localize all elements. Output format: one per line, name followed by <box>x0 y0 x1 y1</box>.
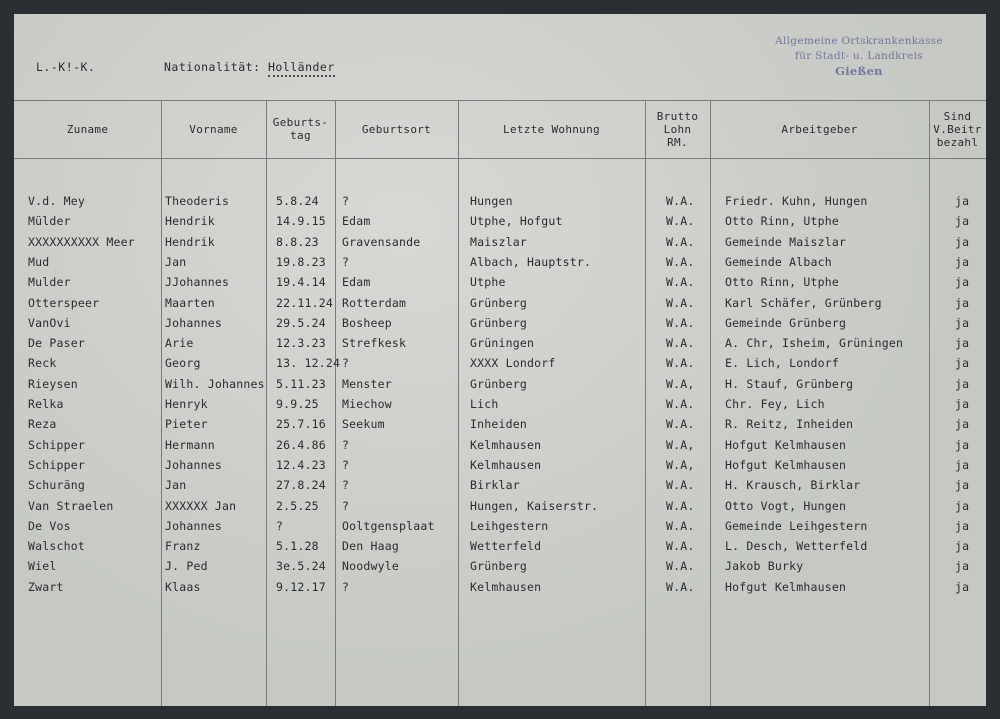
cell-gross-wage: W.A. <box>666 559 695 574</box>
cell-birthday: 25.7.16 <box>276 417 326 432</box>
cell-birthplace: Rotterdam <box>342 295 407 310</box>
cell-paid: ja <box>955 315 970 330</box>
cell-employer: Friedr. Kuhn, Hungen <box>725 194 868 208</box>
cell-birthday: 29.5.24 <box>276 315 326 330</box>
cell-firstname: Johannes <box>165 457 222 472</box>
col-header-birthplace: Geburtsort <box>361 122 432 136</box>
nationality-line <box>164 60 335 74</box>
cell-employer: Gemeinde Grünberg <box>725 315 847 330</box>
cell-residence: Birklar <box>470 478 520 493</box>
table-row <box>14 192 986 212</box>
cell-employer: E. Lich, Londorf <box>725 356 839 371</box>
cell-birthday: 22.11.24 <box>276 295 333 310</box>
cell-birthplace: Menster <box>342 376 392 391</box>
cell-surname: XXXXXXXXXX Meer <box>28 234 135 249</box>
cell-surname: Relka <box>28 397 64 411</box>
cell-residence: Hungen, Kaiserstr. <box>470 498 599 513</box>
nationality-value: Holländer <box>268 60 335 77</box>
cell-birthplace: ? <box>342 437 350 452</box>
table-row <box>14 537 986 557</box>
table-row <box>14 456 986 476</box>
table-row <box>14 436 986 456</box>
cell-residence: Grüningen <box>470 336 535 351</box>
cell-residence: Grünberg <box>470 315 527 330</box>
cell-paid: ja <box>955 559 970 574</box>
cell-employer: L. Desch, Wetterfeld <box>725 539 868 554</box>
cell-firstname: Wilh. Johannes <box>165 376 265 391</box>
cell-birthplace: ? <box>342 498 350 513</box>
table-header-rule <box>14 158 986 159</box>
cell-birthplace: Edam <box>342 214 371 229</box>
cell-birthplace: Gravensande <box>342 234 421 249</box>
cell-firstname: Johannes <box>165 518 222 533</box>
table-row <box>14 497 986 517</box>
cell-residence: Kelmhausen <box>470 579 542 594</box>
col-header-gross-wage: Brutto Lohn RM. <box>656 109 699 149</box>
cell-gross-wage: W.A. <box>666 315 695 330</box>
cell-gross-wage: W.A. <box>666 539 695 554</box>
document-sheet <box>14 14 986 706</box>
cell-paid: ja <box>955 437 970 452</box>
table-row <box>14 395 986 415</box>
col-header-paid: Sind V.Beitr bezahl <box>933 109 982 149</box>
cell-birthplace: Seekum <box>342 417 385 432</box>
cell-paid: ja <box>955 336 970 351</box>
cell-birthday: 19.4.14 <box>276 275 326 290</box>
table-row <box>14 375 986 395</box>
cell-gross-wage: W.A. <box>666 356 695 371</box>
cell-firstname: Georg <box>165 356 201 371</box>
cell-gross-wage: W.A. <box>666 254 695 269</box>
table-row <box>14 517 986 537</box>
cell-gross-wage: W.A, <box>666 376 695 391</box>
cell-birthday: 2.5.25 <box>276 498 319 513</box>
cell-paid: ja <box>955 478 970 493</box>
table-row <box>14 578 986 598</box>
stamp-city: Gießen <box>835 64 883 78</box>
cell-employer: Hofgut Kelmhausen <box>725 579 847 594</box>
cell-residence: Albach, Hauptstr. <box>470 254 592 269</box>
cell-paid: ja <box>955 254 970 269</box>
cell-firstname: Klaas <box>165 579 201 594</box>
cell-firstname: Hermann <box>165 437 215 452</box>
cell-surname: Otterspeer <box>28 295 100 310</box>
cell-surname: Walschot <box>28 539 85 554</box>
cell-employer: Otto Rinn, Utphe <box>725 214 839 229</box>
cell-birthplace: ? <box>342 457 350 472</box>
cell-residence: Leihgestern <box>470 518 549 533</box>
cell-paid: ja <box>955 539 970 554</box>
cell-paid: ja <box>955 518 970 533</box>
cell-residence: Grünberg <box>470 376 527 391</box>
cell-paid: ja <box>955 376 970 391</box>
cell-birthday: 5.1.28 <box>276 539 319 554</box>
cell-surname: Reck <box>28 356 57 371</box>
cell-employer: Gemeinde Maiszlar <box>725 234 847 249</box>
cell-gross-wage: W.A. <box>666 518 695 533</box>
insurance-stamp <box>774 34 944 79</box>
cell-birthday: 12.4.23 <box>276 457 326 472</box>
table-row <box>14 476 986 496</box>
cell-gross-wage: W.A. <box>666 194 695 208</box>
cell-employer: Jakob Burky <box>725 559 804 574</box>
cell-residence: Maiszlar <box>470 234 527 249</box>
cell-birthplace: Ooltgensplaat <box>342 518 435 533</box>
cell-birthplace: Noodwyle <box>342 559 399 574</box>
cell-birthday: 26.4.86 <box>276 437 326 452</box>
cell-gross-wage: W.A. <box>666 579 695 594</box>
cell-paid: ja <box>955 214 970 229</box>
cell-firstname: Franz <box>165 539 201 554</box>
cell-birthday: 3e.5.24 <box>276 559 326 574</box>
cell-gross-wage: W.A. <box>666 417 695 432</box>
cell-employer: Otto Vogt, Hungen <box>725 498 847 513</box>
cell-gross-wage: W.A. <box>666 295 695 310</box>
cell-surname: De Paser <box>28 336 85 351</box>
cell-employer: Otto Rinn, Utphe <box>725 275 839 290</box>
table-row <box>14 233 986 253</box>
cell-firstname: Jan <box>165 254 187 269</box>
table-row <box>14 273 986 293</box>
cell-birthday: 13. 12.24 <box>276 356 341 371</box>
col-header-firstname: Vorname <box>189 122 238 136</box>
cell-firstname: JJohannes <box>165 275 230 290</box>
cell-birthplace: ? <box>342 478 350 493</box>
col-header-residence: Letzte Wohnung <box>503 122 600 136</box>
cell-employer: Gemeinde Leihgestern <box>725 518 868 533</box>
cell-birthday: 8.8.23 <box>276 234 319 249</box>
cell-residence: XXXX Londorf <box>470 356 556 371</box>
stamp-line-1: Allgemeine Ortskrankenkasse <box>775 35 943 47</box>
col-header-birthday: Geburts- tag <box>272 116 329 142</box>
cell-residence: Hungen <box>470 194 513 208</box>
cell-gross-wage: W.A. <box>666 336 695 351</box>
cell-gross-wage: W.A. <box>666 234 695 249</box>
cell-paid: ja <box>955 457 970 472</box>
cell-employer: Hofgut Kelmhausen <box>725 457 847 472</box>
cell-firstname: Jan <box>165 478 187 493</box>
cell-employer: H. Krausch, Birklar <box>725 478 861 493</box>
cell-paid: ja <box>955 356 970 371</box>
cell-paid: ja <box>955 194 970 208</box>
cell-surname: VanOvi <box>28 315 71 330</box>
cell-surname: Wiel <box>28 559 57 574</box>
cell-gross-wage: W.A, <box>666 437 695 452</box>
cell-paid: ja <box>955 397 970 411</box>
cell-birthplace: ? <box>342 579 350 594</box>
cell-paid: ja <box>955 498 970 513</box>
cell-gross-wage: W.A. <box>666 478 695 493</box>
table-row <box>14 354 986 374</box>
cell-birthday: 12.3.23 <box>276 336 326 351</box>
table-row <box>14 415 986 435</box>
cell-residence: Utphe, Hofgut <box>470 214 563 229</box>
cell-birthday: 19.8.23 <box>276 254 326 269</box>
cell-gross-wage: W.A. <box>666 275 695 290</box>
cell-firstname: XXXXXX Jan <box>165 498 237 513</box>
cell-birthday: 27.8.24 <box>276 478 326 493</box>
cell-birthplace: ? <box>342 254 350 269</box>
cell-birthplace: Edam <box>342 275 371 290</box>
col-header-surname: Zuname <box>66 122 109 136</box>
cell-birthplace: Strefkesk <box>342 336 407 351</box>
cell-gross-wage: W.A. <box>666 498 695 513</box>
cell-firstname: Hendrik <box>165 234 215 249</box>
cell-firstname: Theoderis <box>165 194 230 208</box>
cell-surname: Mülder <box>28 214 71 229</box>
cell-employer: A. Chr, Isheim, Grüningen <box>725 336 904 351</box>
cell-gross-wage: W.A. <box>666 397 695 411</box>
cell-residence: Lich <box>470 397 499 411</box>
cell-residence: Wetterfeld <box>470 539 542 554</box>
cell-employer: Chr. Fey, Lich <box>725 397 825 411</box>
cell-firstname: Hendrik <box>165 214 215 229</box>
cell-firstname: Johannes <box>165 315 222 330</box>
cell-birthday: 5.11.23 <box>276 376 326 391</box>
cell-birthday: 14.9.15 <box>276 214 326 229</box>
table-row <box>14 253 986 273</box>
cell-birthday: 9.9.25 <box>276 397 319 411</box>
cell-surname: V.d. Mey <box>28 194 85 208</box>
cell-surname: Schuräng <box>28 478 85 493</box>
cell-gross-wage: W.A, <box>666 457 695 472</box>
table-row <box>14 557 986 577</box>
cell-paid: ja <box>955 275 970 290</box>
cell-employer: Gemeinde Albach <box>725 254 832 269</box>
cell-birthday: ? <box>276 518 284 533</box>
cell-birthplace: Bosheep <box>342 315 392 330</box>
cell-surname: Reza <box>28 417 57 432</box>
cell-employer: H. Stauf, Grünberg <box>725 376 854 391</box>
card-code: L.-K!-K. <box>36 60 96 74</box>
table-row <box>14 314 986 334</box>
cell-residence: Kelmhausen <box>470 437 542 452</box>
cell-paid: ja <box>955 295 970 310</box>
table-row <box>14 294 986 314</box>
cell-surname: Zwart <box>28 579 64 594</box>
stamp-line-2: für Stadt- u. Landkreis <box>795 50 923 62</box>
cell-birthplace: Miechow <box>342 397 392 411</box>
nationality-label: Nationalität: <box>164 60 261 74</box>
cell-surname: Rieysen <box>28 376 78 391</box>
cell-firstname: J. Ped <box>165 559 208 574</box>
cell-residence: Grünberg <box>470 295 527 310</box>
cell-residence: Utphe <box>470 275 506 290</box>
col-header-employer: Arbeitgeber <box>781 122 858 136</box>
cell-employer: Hofgut Kelmhausen <box>725 437 847 452</box>
cell-surname: De Vos <box>28 518 71 533</box>
cell-paid: ja <box>955 234 970 249</box>
cell-surname: Mulder <box>28 275 71 290</box>
cell-surname: Mud <box>28 254 50 269</box>
cell-gross-wage: W.A. <box>666 214 695 229</box>
cell-residence: Grünberg <box>470 559 527 574</box>
cell-surname: Schipper <box>28 437 85 452</box>
cell-residence: Kelmhausen <box>470 457 542 472</box>
cell-surname: Van Straelen <box>28 498 114 513</box>
cell-birthplace: ? <box>342 194 350 208</box>
cell-paid: ja <box>955 579 970 594</box>
cell-employer: Karl Schäfer, Grünberg <box>725 295 882 310</box>
cell-firstname: Pieter <box>165 417 208 432</box>
cell-firstname: Arie <box>165 336 194 351</box>
cell-birthplace: ? <box>342 356 350 371</box>
cell-employer: R. Reitz, Inheiden <box>725 417 854 432</box>
cell-paid: ja <box>955 417 970 432</box>
cell-birthplace: Den Haag <box>342 539 399 554</box>
cell-firstname: Henryk <box>165 397 208 411</box>
cell-birthday: 9.12.17 <box>276 579 326 594</box>
cell-surname: Schipper <box>28 457 85 472</box>
table-row <box>14 212 986 232</box>
cell-firstname: Maarten <box>165 295 215 310</box>
table-row <box>14 334 986 354</box>
cell-residence: Inheiden <box>470 417 527 432</box>
cell-birthday: 5.8.24 <box>276 194 319 208</box>
